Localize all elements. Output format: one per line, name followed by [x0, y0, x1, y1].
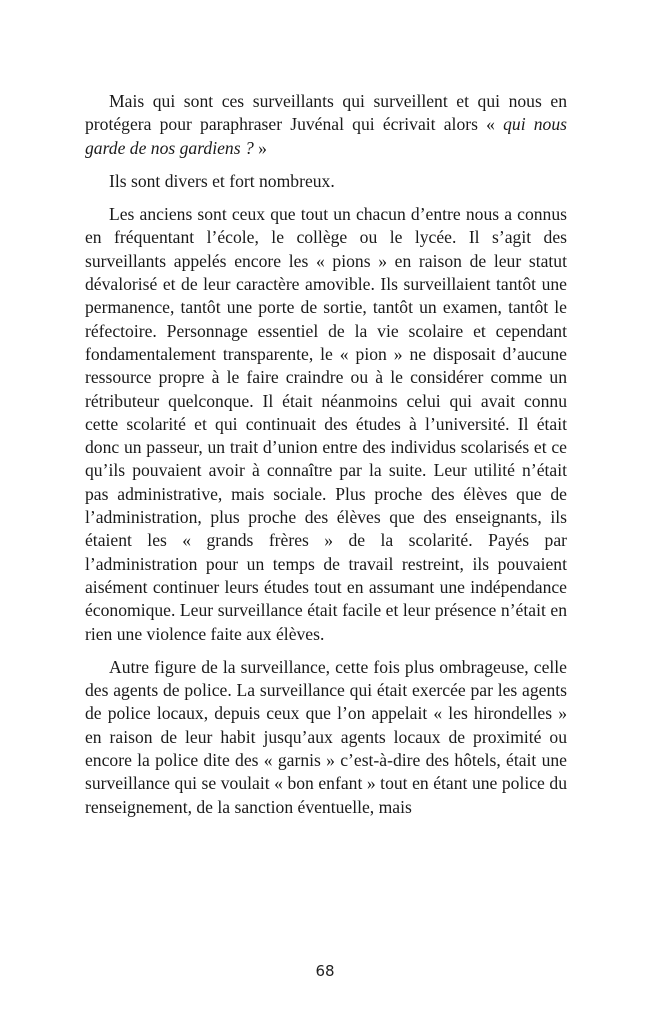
page-number: 68 — [315, 962, 335, 980]
paragraph-1-closing-quote: » — [253, 137, 267, 158]
juvenal-quote: qui nous garde de nos gardiens ? — [85, 114, 567, 158]
page-body — [85, 90, 567, 829]
paragraph-1-text: Mais qui sont ces surveillants qui surveillent et qui nous en protégera pour paraphraser Juvénal qui écrivait alors « — [85, 91, 567, 135]
paragraph-3: Les anciens sont ceux que tout un chacun d’entre nous a connus en fréquentant l’école, le collège ou le lycée. Il s’agit des surveillants appelés encore les « pions » en raison de leur statut dévalorisé et de leur caractère amovible. Ils surveillaient tantôt une permanence, tantôt une porte de sortie, tantôt un examen, tantôt le réfectoire. Personnage essentiel de la vie scolaire et cependant fondamentalement transparente, le « pion » ne disposait d’aucune ressource propre à le faire craindre ou à le considérer comme un rétributeur quelconque. Il était néanmoins celui qui avait connu cette scolarité et qui continuait des études à l’université. Il était donc un passeur, un trait d’union entre des individus scolarisés et ce qu’ils pouvaient avoir à connaître par la suite. Leur utilité n’était pas administrative, mais sociale. Plus proche des élèves que de l’administration, plus proche des élèves que des enseignants, ils étaient les « grands frères » de la scolarité. Payés par l’administration pour un temps de travail restreint, ils pouvaient aisément continuer leurs études tout en assumant une indépendance économique. Leur surveillance était facile et leur présence n’était en rien une violence faite aux élèves. — [85, 204, 567, 644]
paragraph-2: Ils sont divers et fort nombreux. — [109, 170, 335, 191]
paragraph-1 — [85, 90, 567, 160]
paragraph-4: Autre figure de la surveillance, cette fois plus ombrageuse, celle des agents de police. La surveillance qui était exercée par les agents de police locaux, depuis ceux que l’on appelait « les hirondelles » en raison de leur habit jusqu’aux agents locaux de proximité ou encore la police dite des « garnis » c’est-à-dire des hôtels, était une surveillance qui se voulait « bon enfant » tout en étant une police du renseignement, de la sanction éventuelle, mais — [85, 656, 567, 817]
